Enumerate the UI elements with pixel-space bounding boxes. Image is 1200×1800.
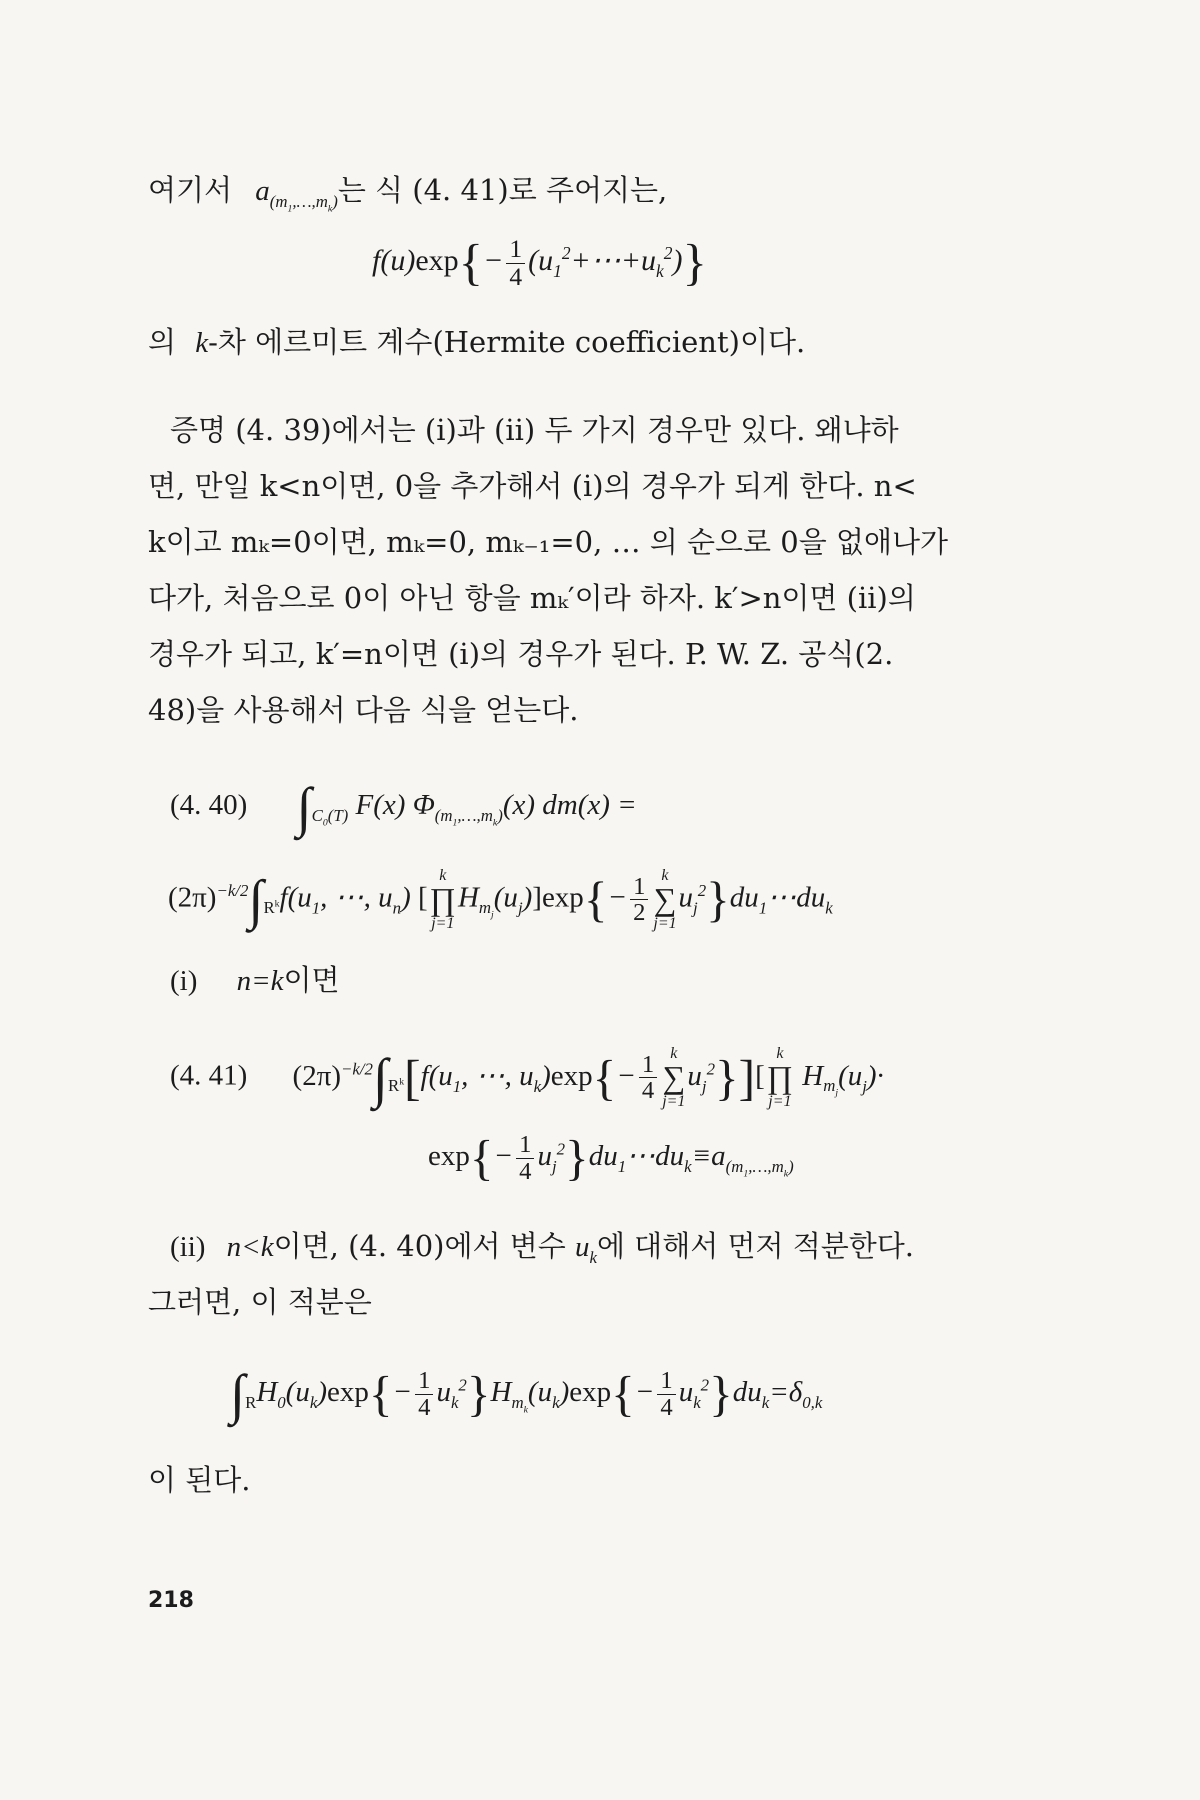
proof-line: 면, 만일 k<n이면, 0을 추가해서 (i)의 경우가 되게 한다. n< (148, 469, 917, 503)
text-segment: 의 (148, 325, 177, 359)
text-segment: 이면 (283, 963, 340, 997)
display-equation: f(u)exp{− $\frac{1}{4}$ $(u_1^2+\cdots+u_k^2)$} (372, 234, 707, 291)
case-label: (ii) (170, 1231, 206, 1263)
text-line (148, 170, 668, 215)
case-ii-line (170, 1226, 914, 1267)
equation-441-line2: exp{− $\frac{1}{4}$ $u_j^2\}du_1\cdots du_k\equiv a_{(m_1,\dots,m_k)}$ (428, 1130, 794, 1186)
case-label: (i) (170, 965, 198, 997)
text-segment: -차 에르미트 계수(Hermite coefficient)이다. (208, 325, 806, 359)
proof-line: k이고 mₖ=0이면, mₖ=0, mₖ₋₁=0, … 의 순으로 0을 없애나가 (148, 525, 949, 559)
proof-line: 경우가 되고, k′=n이면 (i)의 경우가 된다. P. W. Z. 공식(2. (148, 637, 894, 671)
text-line (148, 322, 805, 363)
math-k: k (195, 327, 209, 359)
text-segment: 여기서 (148, 173, 233, 207)
equation-441-line1 (170, 1046, 884, 1110)
equation-440-line1 (170, 776, 637, 838)
math-coefficient: $a_{(m_1,\dots,m_k)}$ (255, 175, 338, 215)
text-segment: 에 대해서 먼저 적분한다. (596, 1229, 914, 1263)
text-line: 그러면, 이 적분은 (148, 1285, 372, 1319)
equation-label: (4. 41) (170, 1059, 248, 1092)
display-equation: $\int_RH_0(u_k)\exp\{-$ $\frac{1}{4}$ $u_k^2\}H_{m_k}(u_k)\exp\{-$ $\frac{1}{4}$ $u_k^2\}du_k=\delta_{0,k}$ (230, 1363, 823, 1425)
case-i-line (170, 960, 340, 1001)
math-expression: $(2\pi)^{-k/2}\int_{R^k}[f(u_1$, ⋯, $u_k)\exp\{-$ $\frac{1}{4}$ k ∑ j=1 $u_j^2$}][ k ∏ j=1 $H_{m_j}(u_j)\cdot$ (292, 1045, 884, 1110)
math-condition: n=k (236, 965, 284, 997)
math-condition: n<k (226, 1231, 274, 1263)
equation-label: (4. 40) (170, 789, 248, 821)
text-segment: 이면, (4. 40)에서 변수 (273, 1229, 566, 1263)
proof-line: 48)을 사용해서 다음 식을 얻는다. (148, 693, 579, 727)
equation-440-line2: $(2\pi)^{-k/2}\int_{R^k}f(u_1$, ⋯, $u_n$) [ k ∏ j=1 $H_{m_j}(u_j)]\exp\{-$ $\frac{1}{2}$ k ∑ j=1 $u_j^2\}du_1\cdots du_k$ (168, 867, 833, 932)
text-segment: 는 식 (4. 41)로 주어지는, (337, 173, 668, 207)
math-variable: $u_k$ (574, 1231, 597, 1267)
proof-line: 다가, 처음으로 0이 아닌 항을 mₖ′이라 하자. k′>n이면 (ii)의 (148, 581, 916, 615)
proof-line: 증명 (4. 39)에서는 (i)과 (ii) 두 가지 경우만 있다. 왜냐하 (170, 413, 899, 447)
closing-line: 이 된다. (148, 1463, 251, 1497)
math-expression: $\int_{C_0(T)}$ F(x) $\Phi_{(m_1,\dots,m_k)}(x) dm(x)$ = (296, 776, 637, 838)
page-number: 218 (148, 1588, 194, 1613)
